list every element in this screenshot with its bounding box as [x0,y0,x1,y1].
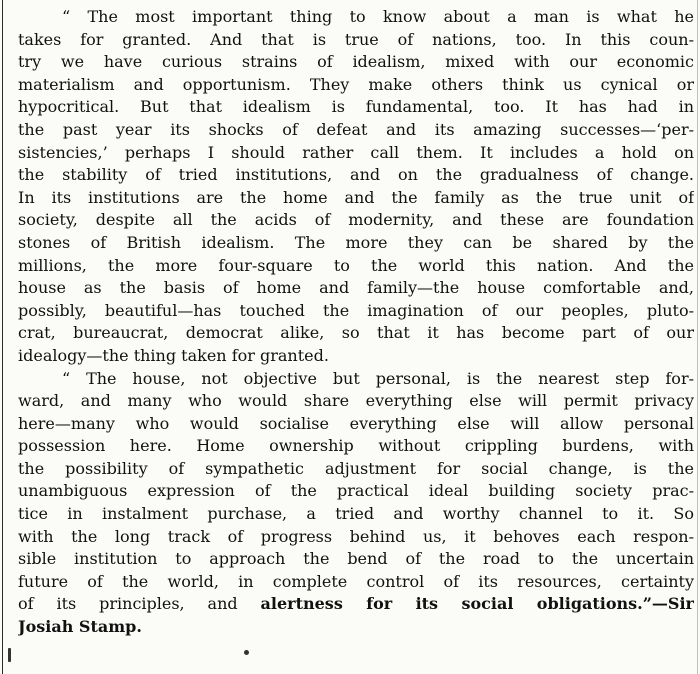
text-line: the possibility of sympathetic adjustment for social change, is the [18,458,694,478]
text-line: sible institution to approach the bend of the road to the uncertain [18,549,694,569]
text-line [18,593,694,616]
text-line: sistencies,’ perhaps I should rather call them. It includes a hold on [18,142,694,162]
text-line: with the long track of progress behind us, it behoves each respon- [18,526,694,546]
text-line: ward, and many who would share everything else will permit privacy [18,391,694,411]
text-line: takes for granted. And that is true of nations, too. In this coun- [18,29,694,49]
text-line: “ The house, not objective but personal, is the nearest step for- [62,368,694,388]
text-line: idealogy—the thing taken for granted. [18,345,329,365]
text-line: the past year its shocks of defeat and its amazing successes—‘per- [18,119,694,139]
signature: Josiah Stamp. [18,617,142,637]
left-column-rule [2,0,3,674]
text-line: future of the world, in complete control of its resources, certainty [18,571,694,591]
text-line: possibly, beautiful—has touched the imagination of our peoples, pluto- [18,300,694,320]
text-line: hypocritical. But that idealism is fundamental, too. It has had in [18,97,694,117]
text-line: society, despite all the acids of modernity, and these are foundation [18,210,694,230]
ink-speck [244,650,249,655]
article-column [18,6,694,639]
text-line: house as the basis of home and family—the house comfortable and, [18,278,694,298]
right-column-rule [697,0,698,674]
text-line: In its institutions are the home and the family as the true unit of [18,187,694,207]
paragraph-1 [18,6,694,368]
text-line: “ The most important thing to know about a man is what he [62,7,694,26]
ink-speck [8,648,11,662]
text-line: unambiguous expression of the practical ideal building society prac- [18,481,694,501]
text-line: the stability of tried institutions, and on the gradualness of change. [18,165,694,185]
text-line: tice in instalment purchase, a tried and worthy channel to it. So [18,504,694,524]
paragraph-2 [18,368,694,639]
text-line: crat, bureaucrat, democrat alike, so that it has become part of our [18,323,694,343]
text-line: here—many who would socialise everything else will allow personal [18,413,694,433]
text-line-bold: alertness for its social obligations.”—Sir [260,594,694,614]
text-line: try we have curious strains of idealism, mixed with our economic [18,52,694,72]
text-line-plain: of its principles, and [18,594,261,614]
text-line: millions, the more four-square to the world this nation. And the [18,255,694,275]
text-line: possession here. Home ownership without crippling burdens, with [18,436,694,456]
text-line: materialism and opportunism. They make others think us cynical or [18,74,694,94]
text-line: stones of British idealism. The more they can be shared by the [18,232,694,252]
